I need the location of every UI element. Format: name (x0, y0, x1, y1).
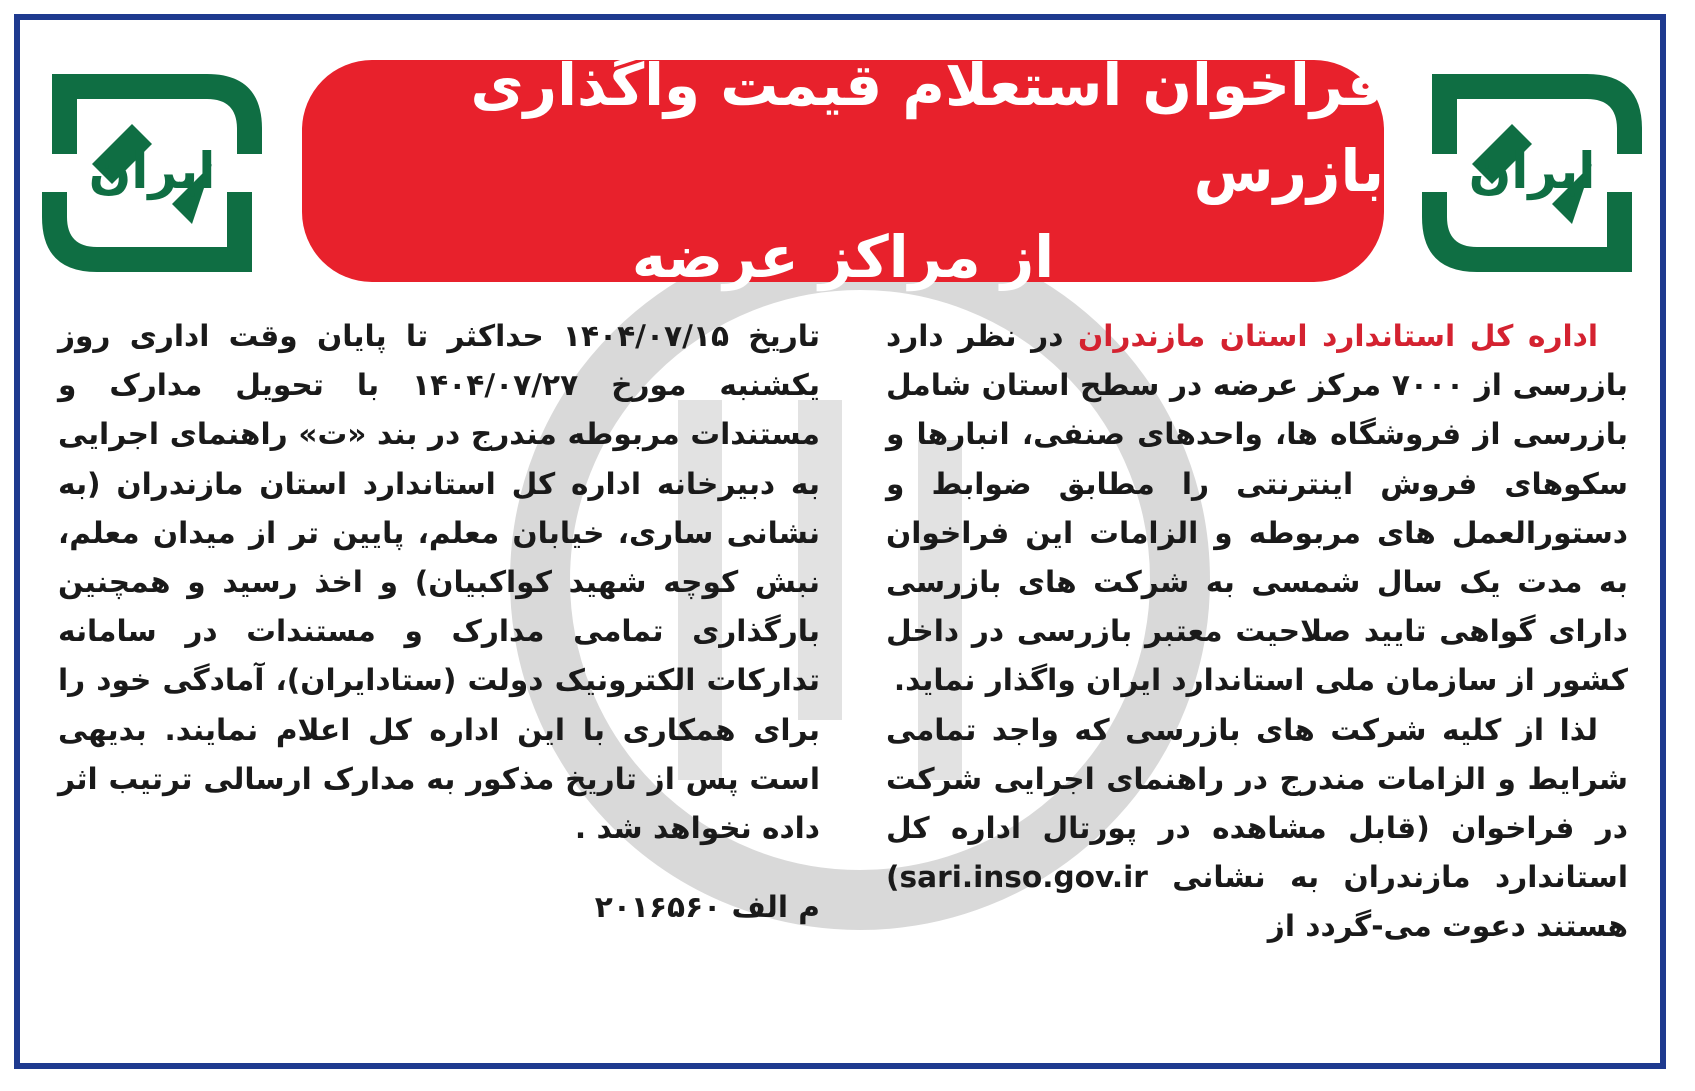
portal-url: sari.inso.gov.ir (899, 860, 1148, 895)
title-line-2: از مراکز عرضه (631, 223, 1055, 291)
logo-wordmark-right: ایران (1468, 142, 1596, 200)
logo-wordmark-left: ایران (88, 142, 216, 200)
title-banner (302, 51, 1384, 291)
paragraph-2 (886, 706, 1628, 952)
title-line-1: فراخوان استعلام قیمت واگذاری بازرس (470, 51, 1384, 205)
office-name-highlight: اداره کل استاندارد استان مازندران (1078, 319, 1598, 353)
left-column (58, 312, 820, 932)
right-column (886, 312, 1628, 952)
reference-number: م الف ۲۰۱۶۵۶۰ (594, 890, 820, 925)
paragraph-1-text: در نظر دارد بازرسی از ۷۰۰۰ مرکز عرضه در سطح استان شامل بازرسی از فروشگاه ها، واحدهای صنفی، انبارها و سکوهای فروش اینترنتی را مطابق ضوابط و دستورالعمل های مربوطه و الزامات این فراخوان به مدت یک سال شمسی به شرکت های بازرسی دارای گواهی تایید صلاحیت معتبر بازرسی در داخل کشور از سازمان ملی استاندارد ایران واگذار نماید. (886, 319, 1628, 698)
notice-frame (14, 14, 1666, 1069)
paragraph-2-text: لذا از کلیه شرکت های بازرسی که واجد تمامی شرایط و الزامات مندرج در راهنمای اجرایی شرکت در فراخوان (قابل مشاهده در پورتال اداره کل استاندارد مازندران به نشانی (886, 712, 1628, 895)
standard-logo-right (1412, 54, 1652, 292)
paragraph-1 (886, 312, 1628, 706)
standard-logo-left (32, 54, 272, 292)
paragraph-2-tail: ) هستند دعوت می-گردد از (886, 860, 1628, 944)
paragraph-3: تاریخ ۱۴۰۴/۰۷/۱۵ حداکثر تا پایان وقت اداری روز یکشنبه مورخ ۱۴۰۴/۰۷/۲۷ با تحویل مدارک و مستندات مربوطه مندرج در بند «ت» راهنمای اجرایی به دبیرخانه اداره کل استاندارد استان مازندران (به نشانی ساری، خیابان معلم، پایین تر از میدان معلم، نبش کوچه شهید کواکبیان) و اخذ رسید و همچنین بارگذاری تمامی مدارک و مستندات در سامانه تدارکات الکترونیک دولت (ستادایران)، آمادگی خود را برای همکاری با این اداره کل اعلام نمایند. بدیهی است پس از تاریخ مذکور به مدارک ارسالی ترتیب اثر داده نخواهد شد . (58, 319, 820, 846)
